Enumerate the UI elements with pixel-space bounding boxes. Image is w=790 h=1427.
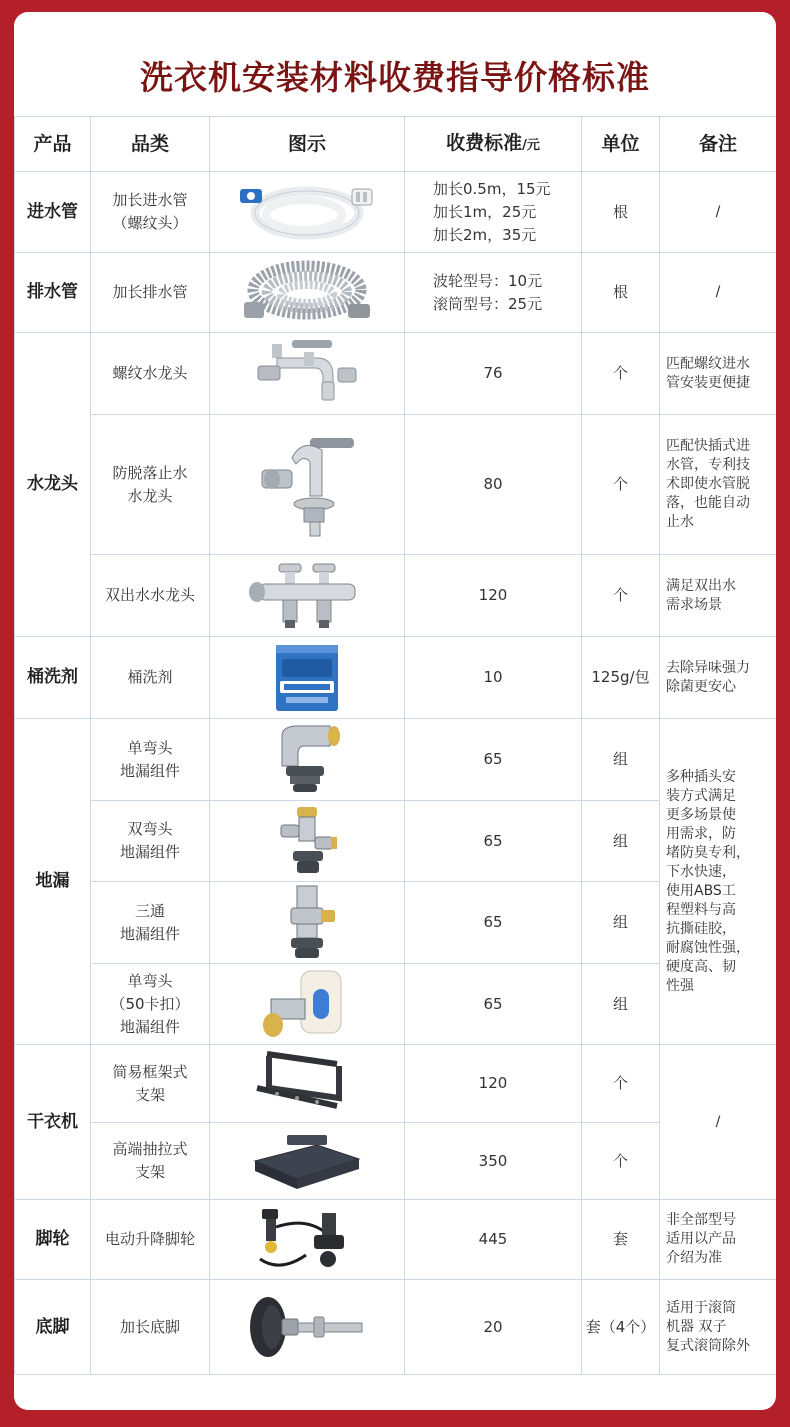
- category-line: 支架: [134, 1085, 165, 1104]
- price-line: 20: [483, 1317, 503, 1336]
- header-product: 产品: [15, 117, 91, 172]
- price-cell: [405, 964, 582, 1045]
- note-line: 适用以产品: [666, 1231, 736, 1247]
- price-cell: [405, 333, 582, 415]
- image-cell: [210, 1280, 405, 1375]
- price-cell: [405, 172, 582, 253]
- image-cell: [210, 1123, 405, 1200]
- note-line: 管安装更便捷: [666, 374, 750, 391]
- note-line: 装方式满足: [666, 787, 736, 804]
- table-row: [15, 415, 777, 555]
- extended-foot-icon: [212, 1287, 402, 1367]
- price-line: 加长0.5m，15元: [433, 179, 551, 198]
- category-line: 支架: [134, 1163, 165, 1181]
- category-cell: [91, 801, 210, 882]
- price-cell: [405, 253, 582, 333]
- category-line: 地漏组件: [119, 843, 180, 861]
- image-cell: [210, 415, 405, 555]
- image-cell: [210, 1200, 405, 1280]
- note-line: 止水: [666, 514, 694, 530]
- price-line: 65: [483, 913, 503, 931]
- note-line: 堵防臭专利，: [666, 844, 750, 861]
- note-cell: [660, 719, 777, 1045]
- category-cell: [91, 555, 210, 637]
- category-cell: [91, 415, 210, 555]
- note-line: /: [715, 203, 721, 220]
- table-row: [15, 719, 777, 801]
- header-image: 图示: [210, 117, 405, 172]
- price-line: 65: [483, 994, 503, 1013]
- category-line: 三通: [134, 901, 165, 920]
- price-cell: [405, 719, 582, 801]
- table-row: [15, 555, 777, 637]
- price-table: [14, 116, 776, 1375]
- image-cell: [210, 719, 405, 801]
- price-cell: [405, 1280, 582, 1375]
- note-line: 匹配螺纹进水: [666, 355, 750, 372]
- note-cell: [660, 1200, 777, 1280]
- category-line: 防脱落止水: [112, 463, 188, 482]
- price-cell: [405, 637, 582, 719]
- note-line: 抗撕硅胶，: [666, 920, 736, 937]
- note-line: 用需求，防: [666, 825, 736, 842]
- note-line: 多种插头安: [666, 768, 736, 785]
- unit-cell: 个: [582, 1045, 660, 1123]
- single-elbow-drain-icon: [212, 722, 402, 798]
- note-cell: [660, 1045, 777, 1200]
- price-cell: [405, 1123, 582, 1200]
- image-cell: [210, 637, 405, 719]
- unit-cell: 套: [582, 1200, 660, 1280]
- note-line: /: [715, 284, 721, 300]
- category-cell: [91, 172, 210, 253]
- category-line: （螺纹头）: [112, 214, 188, 232]
- price-card: [14, 12, 776, 1410]
- category-line: 加长底脚: [119, 1317, 180, 1336]
- price-line: 滚筒型号：25元: [433, 294, 543, 313]
- note-cell: [660, 415, 777, 555]
- note-line: 术即使水管脱: [666, 476, 750, 492]
- note-line: 硬度高、韧: [666, 958, 736, 975]
- price-line: 76: [483, 364, 503, 382]
- category-cell: [91, 1123, 210, 1200]
- price-line: 120: [478, 1074, 508, 1092]
- image-cell: [210, 333, 405, 415]
- table-row: [15, 1280, 777, 1375]
- category-line: 双弯头: [127, 820, 173, 838]
- price-line: 65: [483, 750, 503, 768]
- category-line: 单弯头: [127, 971, 173, 990]
- header-row: [15, 117, 777, 172]
- image-cell: [210, 964, 405, 1045]
- anti-drop-faucet-icon: [212, 430, 402, 540]
- table-row: [15, 637, 777, 719]
- note-cell: [660, 1280, 777, 1375]
- category-cell: [91, 253, 210, 333]
- header-price: [405, 117, 582, 172]
- note-line: 适用于滚筒: [666, 1299, 736, 1316]
- dual-outlet-faucet-icon: [212, 560, 402, 632]
- category-cell: [91, 882, 210, 964]
- header-category: 品类: [91, 117, 210, 172]
- note-cell: [660, 333, 777, 415]
- category-cell: [91, 1200, 210, 1280]
- category-line: 地漏组件: [119, 761, 180, 780]
- category-line: 双出水水龙头: [104, 586, 195, 604]
- note-line: 介绍为准: [666, 1250, 722, 1266]
- note-line: 非全部型号: [666, 1212, 736, 1228]
- price-line: 65: [483, 831, 503, 850]
- price-cell: [405, 555, 582, 637]
- header-unit: 单位: [582, 117, 660, 172]
- electric-caster-icon: [212, 1205, 402, 1275]
- category-cell: [91, 1045, 210, 1123]
- product-cell: 进水管: [15, 172, 91, 253]
- unit-cell: 组: [582, 801, 660, 882]
- unit-cell: 125g/包: [582, 637, 660, 719]
- header-note: 备注: [660, 117, 777, 172]
- note-cell: [660, 555, 777, 637]
- category-line: 加长进水管: [112, 191, 188, 209]
- drain-hose-icon: [212, 258, 402, 328]
- category-line: 简易框架式: [112, 1062, 188, 1081]
- image-cell: [210, 1045, 405, 1123]
- category-line: 单弯头: [127, 738, 173, 757]
- note-cell: [660, 637, 777, 719]
- table-row: [15, 333, 777, 415]
- page-title: 洗衣机安装材料收费指导价格标准: [140, 58, 650, 97]
- price-cell: [405, 415, 582, 555]
- unit-cell: 根: [582, 253, 660, 333]
- unit-cell: 组: [582, 719, 660, 801]
- detergent-packet-icon: [212, 641, 402, 715]
- category-line: 螺纹水龙头: [112, 364, 188, 382]
- frame-bracket-icon: [212, 1048, 402, 1120]
- note-line: 耐腐蚀性强，: [666, 939, 750, 956]
- unit-cell: 个: [582, 555, 660, 637]
- image-cell: [210, 882, 405, 964]
- price-line: 445: [478, 1230, 508, 1248]
- note-line: 匹配快插式进: [666, 438, 750, 454]
- double-elbow-drain-icon: [212, 803, 402, 879]
- category-line: 桶洗剂: [127, 668, 173, 686]
- price-line: 350: [478, 1151, 508, 1170]
- table-row: [15, 172, 777, 253]
- note-line: 落，也能自动: [666, 495, 750, 511]
- product-cell: 脚轮: [15, 1200, 91, 1280]
- note-line: 需求场景: [666, 596, 722, 613]
- note-line: 使用ABS工: [666, 882, 736, 899]
- category-cell: [91, 1280, 210, 1375]
- category-line: （50卡扣）: [110, 994, 190, 1013]
- unit-cell: 根: [582, 172, 660, 253]
- note-line: 水管，专利技: [666, 457, 750, 473]
- product-cell: 水龙头: [15, 333, 91, 637]
- image-cell: [210, 555, 405, 637]
- price-cell: [405, 1200, 582, 1280]
- note-line: 更多场景使: [666, 806, 736, 823]
- table-row: [15, 253, 777, 333]
- note-line: /: [715, 1113, 721, 1130]
- price-line: 波轮型号：10元: [433, 271, 543, 290]
- note-line: 下水快速，: [666, 863, 736, 880]
- note-line: 去除异味强力: [666, 659, 750, 676]
- product-cell: 底脚: [15, 1280, 91, 1375]
- price-line: 加长1m，25元: [433, 202, 537, 221]
- image-cell: [210, 172, 405, 253]
- image-cell: [210, 801, 405, 882]
- note-line: 复式滚筒除外: [666, 1337, 750, 1354]
- unit-cell: 个: [582, 1123, 660, 1200]
- category-line: 地漏组件: [119, 1017, 180, 1036]
- category-line: 加长排水管: [112, 283, 188, 301]
- product-cell: 桶洗剂: [15, 637, 91, 719]
- unit-cell: 组: [582, 964, 660, 1045]
- category-cell: [91, 333, 210, 415]
- price-line: 120: [478, 586, 508, 604]
- price-cell: [405, 882, 582, 964]
- note-line: 满足双出水: [666, 577, 736, 594]
- product-cell: 排水管: [15, 253, 91, 333]
- price-cell: [405, 1045, 582, 1123]
- threaded-faucet-icon: [212, 338, 402, 410]
- tee-drain-icon: [212, 884, 402, 962]
- category-cell: [91, 719, 210, 801]
- table-row: [15, 1200, 777, 1280]
- table-row: [15, 1045, 777, 1123]
- drawer-bracket-icon: [212, 1125, 402, 1197]
- product-cell: 干衣机: [15, 1045, 91, 1200]
- unit-cell: 套（4个）: [582, 1280, 660, 1375]
- price-cell: [405, 801, 582, 882]
- note-line: 除菌更安心: [666, 678, 736, 695]
- price-line: 10: [483, 668, 503, 686]
- price-line: 加长2m，35元: [433, 225, 537, 244]
- header-price-label: 收费标准: [446, 131, 523, 154]
- note-cell: [660, 253, 777, 333]
- category-cell: [91, 637, 210, 719]
- price-line: 80: [483, 475, 503, 493]
- unit-cell: 组: [582, 882, 660, 964]
- category-line: 电动升降脚轮: [104, 1230, 195, 1248]
- unit-cell: 个: [582, 415, 660, 555]
- category-line: 地漏组件: [119, 924, 180, 943]
- note-line: 程塑料与高: [666, 901, 736, 918]
- image-cell: [210, 253, 405, 333]
- clip-drain-icon: [212, 965, 402, 1043]
- category-cell: [91, 964, 210, 1045]
- unit-cell: 个: [582, 333, 660, 415]
- inlet-hose-icon: [212, 179, 402, 245]
- note-cell: [660, 172, 777, 253]
- note-line: 性强: [666, 977, 694, 994]
- category-line: 水龙头: [127, 486, 173, 505]
- header-price-unit: /元: [522, 137, 540, 153]
- product-cell: 地漏: [15, 719, 91, 1045]
- category-line: 高端抽拉式: [112, 1140, 188, 1158]
- note-line: 机器 双子: [666, 1318, 727, 1335]
